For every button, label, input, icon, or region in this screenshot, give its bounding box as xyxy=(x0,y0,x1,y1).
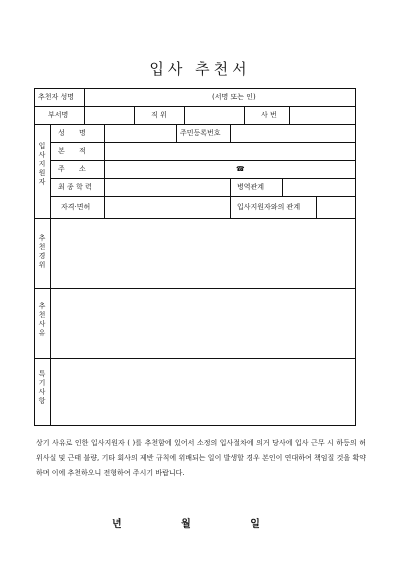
resident-id-label: 주민등록번호 xyxy=(180,129,221,137)
document-title: 입사 추천서 xyxy=(149,60,251,78)
employee-number-label: 사 번 xyxy=(261,111,277,119)
history-field[interactable] xyxy=(51,219,355,288)
employee-number-field[interactable] xyxy=(290,107,355,124)
department-field[interactable] xyxy=(85,107,134,124)
notes-label: 특기사항 xyxy=(38,370,46,405)
recommender-name-label: 추천자 성명 xyxy=(38,93,75,101)
reason-label: 추천사유 xyxy=(38,302,46,337)
education-label: 최 종 학 력 xyxy=(58,183,92,191)
applicant-section-label: 입사지원자 xyxy=(38,142,46,186)
education-field[interactable] xyxy=(105,179,230,196)
resident-id-field[interactable] xyxy=(231,125,355,142)
relation-label: 입사지원자와의 관계 xyxy=(237,203,301,211)
applicant-name-field[interactable] xyxy=(105,125,176,142)
relation-field[interactable] xyxy=(317,197,355,218)
military-label: 병역관계 xyxy=(237,183,265,191)
history-label: 추천경위 xyxy=(38,234,46,269)
military-field[interactable] xyxy=(283,179,355,196)
phone-icon: ☎ xyxy=(236,165,245,173)
reason-field[interactable] xyxy=(51,289,355,358)
license-label: 자격·면허 xyxy=(61,203,91,211)
signature-note: (서명 또는 인) xyxy=(212,93,256,101)
position-field[interactable] xyxy=(185,107,244,124)
statement-paragraph: 상기 사유로 인한 입사지원자 ( )를 추천함에 있어서 소정의 입사절차에 의거 당사에 입사 근무 시 하등의 허위사실 및 근태 불량, 기타 회사의 제반 규칙에 위배되는 일이 발생할 경우 본인이 연대하여 책임질 것을 확약하며 이에 추천하오니 전형하여 주시기 바랍니다. xyxy=(36,439,366,477)
position-label: 직 위 xyxy=(151,111,167,119)
department-label: 부서명 xyxy=(48,111,69,119)
notes-field[interactable] xyxy=(51,359,355,425)
recommendation-form xyxy=(34,88,356,426)
license-field[interactable] xyxy=(105,197,230,218)
address-field[interactable] xyxy=(105,161,355,178)
date-line: 년 월 일 xyxy=(112,519,288,530)
applicant-name-label: 성 명 xyxy=(58,129,92,137)
origin-field[interactable] xyxy=(105,143,355,160)
address-label: 주 소 xyxy=(58,165,92,173)
origin-label: 본 적 xyxy=(58,147,92,155)
